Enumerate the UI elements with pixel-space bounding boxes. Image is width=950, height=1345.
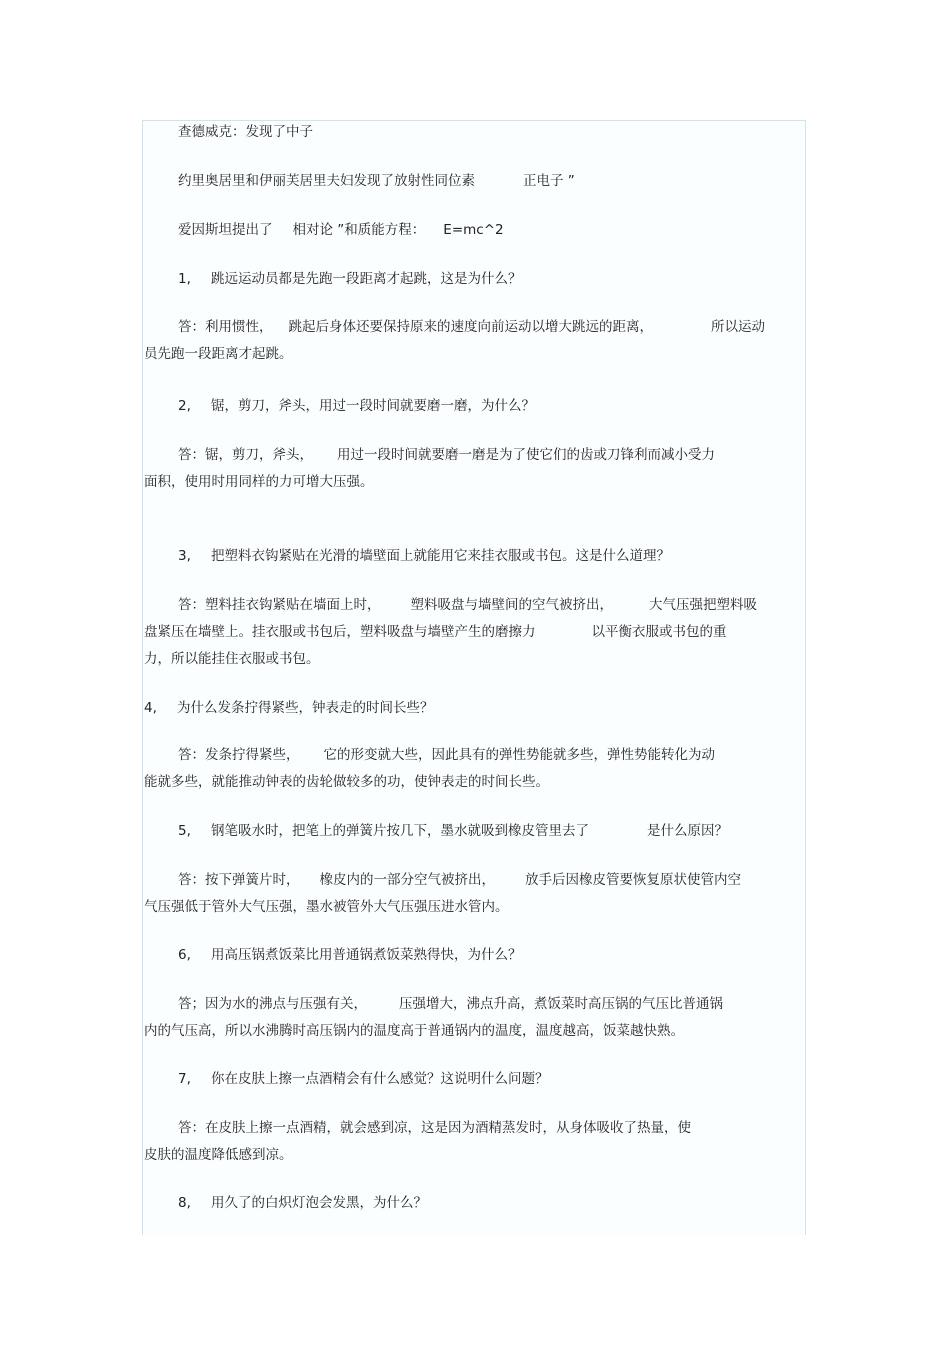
question-6: 6, 用高压锅煮饭菜比用普通锅煮饭菜熟得快，为什么？ xyxy=(178,947,522,963)
question-4: 4, 为什么发条拧得紧些，钟表走的时间长些？ xyxy=(144,700,434,716)
answer-5-line-1: 答：按下弹簧片时， 橡皮内的一部分空气被挤出， 放手后因橡皮管要恢复原状使管内空 xyxy=(178,872,741,888)
answer-2-line-2: 面积，使用时用同样的力可增大压强。 xyxy=(144,474,374,490)
answer-3-line-2: 盘紧压在墙壁上。挂衣服或书包后，塑料吸盘与墙壁产生的磨擦力 以平衡衣服或书包的重 xyxy=(144,624,727,640)
intro-line-chadwick: 查德威克：发现了中子 xyxy=(178,124,313,140)
answer-2-line-1: 答：锯，剪刀，斧头， 用过一段时间就要磨一磨是为了使它们的齿或刀锋利而减小受力 xyxy=(178,447,715,463)
question-2: 2, 锯，剪刀，斧头，用过一段时间就要磨一磨，为什么？ xyxy=(178,398,535,414)
question-3: 3, 把塑料衣钩紧贴在光滑的墙壁面上就能用它来挂衣服或书包。这是什么道理？ xyxy=(178,548,670,564)
answer-7-line-2: 皮肤的温度降低感到凉。 xyxy=(144,1147,293,1163)
question-7: 7, 你在皮肤上擦一点酒精会有什么感觉？这说明什么问题？ xyxy=(178,1071,549,1087)
answer-4-line-1: 答：发条拧得紧些， 它的形变就大些，因此具有的弹性势能就多些，弹性势能转化为动 xyxy=(178,747,715,763)
question-8: 8, 用久了的白炽灯泡会发黑，为什么？ xyxy=(178,1195,427,1211)
answer-5-line-2: 气压强低于管外大气压强，墨水被管外大气压强压进水管内。 xyxy=(144,899,509,915)
answer-6-line-2: 内的气压高，所以水沸腾时高压锅内的温度高于普通锅内的温度，温度越高，饭菜越快熟。 xyxy=(144,1023,684,1039)
intro-line-einstein: 爱因斯坦提出了 相对论 ”和质能方程： E=mc^2 xyxy=(178,222,504,238)
answer-6-line-1: 答；因为水的沸点与压强有关， 压强增大，沸点升高，煮饭菜时高压锅的气压比普通锅 xyxy=(178,996,723,1012)
question-1: 1, 跳远运动员都是先跑一段距离才起跳，这是为什么？ xyxy=(178,271,522,287)
answer-1-line-2: 员先跑一段距离才起跳。 xyxy=(144,346,293,362)
intro-line-joliot-curie: 约里奥居里和伊丽芙居里夫妇发现了放射性同位素 正电子 ” xyxy=(178,173,575,189)
answer-1-line-1: 答：利用惯性， 跳起后身体还要保持原来的速度向前运动以增大跳远的距离， 所以运动 xyxy=(178,319,765,335)
answer-3-line-1: 答：塑料挂衣钩紧贴在墙面上时， 塑料吸盘与墙壁间的空气被挤出， 大气压强把塑料吸 xyxy=(178,597,757,613)
answer-7-line-1: 答：在皮肤上擦一点酒精，就会感到凉，这是因为酒精蒸发时，从身体吸收了热量，使 xyxy=(178,1120,691,1136)
question-5: 5, 钢笔吸水时，把笔上的弹簧片按几下，墨水就吸到橡皮管里去了 是什么原因？ xyxy=(178,823,728,839)
answer-4-line-2: 能就多些，就能推动钟表的齿轮做较多的功，使钟表走的时间长些。 xyxy=(144,774,549,790)
answer-3-line-3: 力，所以能挂住衣服或书包。 xyxy=(144,651,320,667)
